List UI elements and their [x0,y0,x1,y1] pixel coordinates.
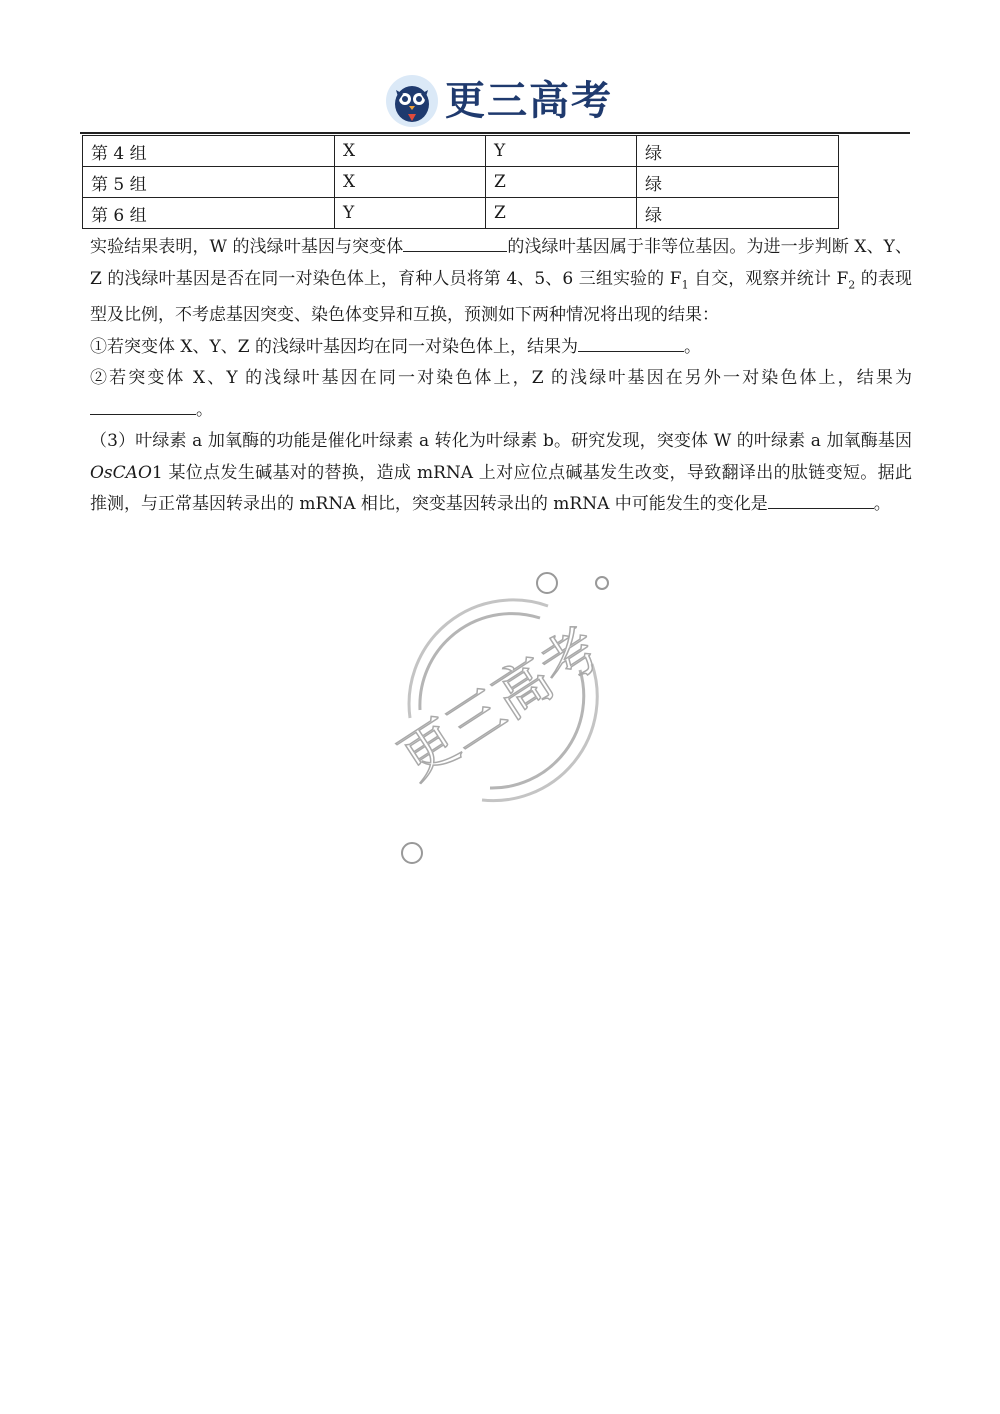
question-text [90,232,912,521]
table-cell-mutant-b: Z [486,167,637,198]
subscript: 2 [848,277,856,291]
text-span: （3）叶绿素 a 加氧酶的功能是催化叶绿素 a 转化为叶绿素 b。研究发现，突变体 W 的叶绿素 a 加氧酶基因 [90,431,912,452]
table-cell-mutant-b: Y [486,136,637,167]
page-header [0,70,1000,134]
gene-name: OsCAO [90,462,152,483]
answer-blank-1[interactable] [403,233,507,252]
table-cell-mutant-a: X [335,167,486,198]
table-cell-mutant-a: X [335,136,486,167]
table-cell-group: 第 6 组 [83,198,335,229]
table-cell-color: 绿 [637,136,839,167]
subscript: 1 [681,277,689,291]
answer-blank-3[interactable] [90,396,196,415]
text-span: 。 [683,336,701,357]
paragraph-case-1 [90,332,912,364]
table-cell-group: 第 4 组 [83,136,335,167]
answer-blank-2[interactable] [578,333,684,352]
table-row [83,198,839,229]
paragraph-question-3 [90,426,912,521]
owl-logo-icon [385,74,439,128]
stamp-watermark-icon [380,560,640,880]
table-cell-color: 绿 [637,167,839,198]
brand-name: 更三高考 [445,78,613,124]
text-span: 的表现型及比例，不考虑基因突变、染色体变异和互换，预测如下两种情况将出现的结果： [90,268,912,326]
paragraph-case-2 [90,363,912,426]
paragraph-result [90,232,912,332]
watermark-text: 更三高考 [388,616,612,793]
text-span: 自交，观察并统计 F [688,268,849,289]
table-cell-mutant-a: Y [335,198,486,229]
text-span: 。 [873,494,891,515]
answer-blank-4[interactable] [768,490,874,509]
table-row [83,136,839,167]
text-span: 某位点发生碱基对的替换，造成 mRNA 上对应位点碱基发生改变，导致翻译出的肽链变短。据此推测，与正常基因转录出的 mRNA 相比，突变基因转录出的 mRNA 中可能发生的变化是 [90,462,912,515]
text-span: ①若突变体 X、Y、Z 的浅绿叶基因均在同一对染色体上，结果为 [90,336,578,357]
table-row [83,167,839,198]
table-cell-mutant-b: Z [486,198,637,229]
text-span: 的浅绿叶基因属于非等位基因。为进一步判断 X、Y、Z 的浅绿叶基因是否在同一对染色体上，育种人员将第 4、5、6 三组实验的 F [90,237,912,289]
text-span: ②若突变体 X、Y 的浅绿叶基因在同一对染色体上，Z 的浅绿叶基因在另外一对染色体上，结果为 [90,368,912,389]
brand-logo [385,74,613,128]
header-divider [80,132,910,134]
text-span: 实验结果表明，W 的浅绿叶基因与突变体 [90,237,404,257]
table-cell-color: 绿 [637,198,839,229]
text-span: 。 [196,399,213,420]
gene-number: 1 [151,462,163,483]
results-table [82,135,839,229]
table-cell-group: 第 5 组 [83,167,335,198]
